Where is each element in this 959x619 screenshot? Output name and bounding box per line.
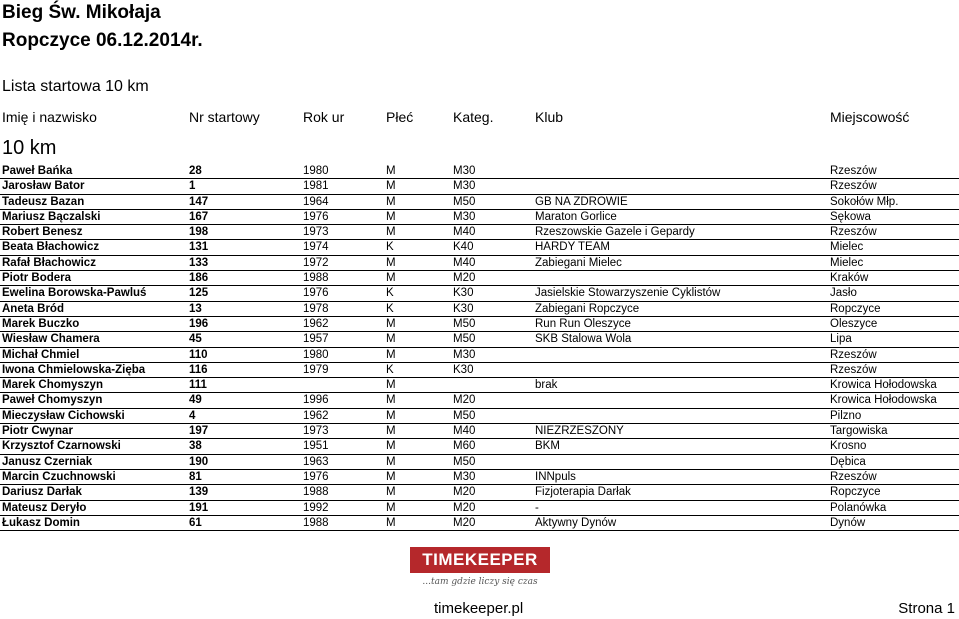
cell-bib: 186 xyxy=(189,272,209,285)
cell-name: Dariusz Darłak xyxy=(2,486,82,499)
cell-sex: M xyxy=(386,516,396,529)
cell-bib: 111 xyxy=(189,379,207,392)
cell-category: M50 xyxy=(453,409,476,422)
cell-city: Dynów xyxy=(830,516,866,529)
cell-year: 1973 xyxy=(303,226,329,239)
cell-category: K30 xyxy=(453,287,474,300)
cell-sex: M xyxy=(386,210,396,223)
cell-city: Rzeszów xyxy=(830,226,877,239)
table-row xyxy=(0,378,959,393)
cell-city: Rzeszów xyxy=(830,348,877,361)
table-row xyxy=(0,516,959,531)
cell-city: Mielec xyxy=(830,256,864,269)
cell-city: Oleszyce xyxy=(830,317,878,330)
header-sex: Płeć xyxy=(386,109,414,125)
cell-city: Polanówka xyxy=(830,501,887,514)
cell-name: Aneta Bród xyxy=(2,302,64,315)
cell-city: Rzeszów xyxy=(830,180,877,193)
table-row xyxy=(0,424,959,439)
cell-category: M40 xyxy=(453,226,476,239)
table-row xyxy=(0,393,959,408)
cell-bib: 38 xyxy=(189,440,202,453)
footer-link[interactable]: timekeeper.pl xyxy=(434,600,524,617)
cell-city: Krowica Hołodowska xyxy=(830,394,937,407)
cell-year: 1964 xyxy=(303,195,329,208)
cell-bib: 1 xyxy=(189,180,196,193)
cell-year: 1973 xyxy=(303,425,329,438)
cell-category: M40 xyxy=(453,425,476,438)
cell-sex: K xyxy=(386,302,394,315)
cell-category: K30 xyxy=(453,302,474,315)
cell-bib: 13 xyxy=(189,302,202,315)
cell-name: Łukasz Domin xyxy=(2,516,80,529)
cell-bib: 61 xyxy=(189,516,202,529)
cell-bib: 167 xyxy=(189,210,209,223)
cell-name: Krzysztof Czarnowski xyxy=(2,440,121,453)
cell-city: Jasło xyxy=(830,287,857,300)
cell-club: Rzeszowskie Gazele i Gepardy xyxy=(535,226,695,239)
table-row xyxy=(0,271,959,286)
cell-sex: K xyxy=(386,363,394,376)
logo-tagline: ...tam gdzie liczy się czas xyxy=(422,577,538,587)
cell-year: 1992 xyxy=(303,501,329,514)
header-year: Rok ur xyxy=(303,109,345,125)
cell-sex: M xyxy=(386,455,396,468)
cell-club: NIEZRZESZONY xyxy=(535,425,624,438)
document-title: Bieg Św. Mikołaja xyxy=(2,2,161,23)
cell-bib: 81 xyxy=(189,470,202,483)
cell-category: M50 xyxy=(453,455,476,468)
cell-city: Sękowa xyxy=(830,210,871,223)
page-number: Strona 1 xyxy=(898,600,955,617)
cell-category: M50 xyxy=(453,317,476,330)
cell-club: brak xyxy=(535,379,558,392)
cell-sex: M xyxy=(386,379,396,392)
table-row xyxy=(0,302,959,317)
cell-name: Iwona Chmielowska-Zięba xyxy=(2,363,146,376)
cell-name: Mieczysław Cichowski xyxy=(2,409,125,422)
cell-category: M30 xyxy=(453,470,476,483)
header-name: Imię i nazwisko xyxy=(2,109,97,125)
cell-bib: 28 xyxy=(189,165,202,177)
cell-bib: 139 xyxy=(189,486,209,499)
cell-year: 1974 xyxy=(303,241,329,254)
cell-club: Aktywny Dynów xyxy=(535,516,617,529)
cell-club: - xyxy=(535,501,539,514)
cell-bib: 147 xyxy=(189,195,209,208)
cell-name: Ewelina Borowska-Pawluś xyxy=(2,287,147,300)
cell-sex: M xyxy=(386,409,396,422)
document-subtitle-date: Ropczyce 06.12.2014r. xyxy=(2,30,203,51)
start-list-table xyxy=(0,164,959,531)
cell-year: 1957 xyxy=(303,333,329,346)
cell-category: M30 xyxy=(453,165,476,177)
cell-sex: M xyxy=(386,256,396,269)
cell-bib: 190 xyxy=(189,455,209,468)
cell-club: BKM xyxy=(535,440,560,453)
cell-name: Mariusz Bączalski xyxy=(2,210,101,223)
cell-city: Pilzno xyxy=(830,409,862,422)
cell-category: M20 xyxy=(453,394,476,407)
cell-sex: M xyxy=(386,272,396,285)
cell-club: Fizjoterapia Darłak xyxy=(535,486,631,499)
cell-sex: M xyxy=(386,317,396,330)
section-heading: 10 km xyxy=(2,137,57,159)
cell-city: Rzeszów xyxy=(830,165,877,177)
cell-bib: 116 xyxy=(189,363,208,376)
table-row xyxy=(0,363,959,378)
cell-category: M50 xyxy=(453,195,476,208)
cell-bib: 197 xyxy=(189,425,209,438)
cell-category: K30 xyxy=(453,363,474,376)
cell-sex: M xyxy=(386,486,396,499)
table-row xyxy=(0,286,959,301)
cell-year: 1980 xyxy=(303,348,329,361)
cell-sex: M xyxy=(386,333,396,346)
cell-category: K40 xyxy=(453,241,474,254)
cell-bib: 110 xyxy=(189,348,208,361)
cell-city: Rzeszów xyxy=(830,363,877,376)
cell-sex: M xyxy=(386,348,396,361)
header-bib: Nr startowy xyxy=(189,109,260,125)
timekeeper-logo xyxy=(410,547,550,595)
table-row xyxy=(0,409,959,424)
table-row xyxy=(0,485,959,500)
table-row xyxy=(0,210,959,225)
cell-club: INNpuls xyxy=(535,470,576,483)
cell-name: Mateusz Deryło xyxy=(2,501,87,514)
cell-city: Mielec xyxy=(830,241,864,254)
table-row xyxy=(0,179,959,194)
cell-club: Jasielskie Stowarzyszenie Cyklistów xyxy=(535,287,721,300)
header-club: Klub xyxy=(535,109,564,125)
table-row xyxy=(0,348,959,363)
cell-year: 1988 xyxy=(303,516,329,529)
table-row xyxy=(0,225,959,240)
cell-city: Krowica Hołodowska xyxy=(830,379,937,392)
cell-city: Dębica xyxy=(830,455,866,468)
cell-club: GB NA ZDROWIE xyxy=(535,195,628,208)
cell-city: Lipa xyxy=(830,333,852,346)
cell-name: Beata Błachowicz xyxy=(2,241,100,254)
cell-sex: M xyxy=(386,394,396,407)
cell-city: Kraków xyxy=(830,272,869,285)
cell-bib: 49 xyxy=(189,394,202,407)
cell-name: Rafał Błachowicz xyxy=(2,256,96,269)
cell-city: Krosno xyxy=(830,440,867,453)
cell-year: 1996 xyxy=(303,394,329,407)
table-row xyxy=(0,501,959,516)
cell-category: M30 xyxy=(453,180,476,193)
cell-name: Piotr Cwynar xyxy=(2,425,73,438)
cell-bib: 131 xyxy=(189,241,209,254)
cell-category: M50 xyxy=(453,333,476,346)
cell-name: Marek Buczko xyxy=(2,317,80,330)
cell-name: Marek Chomyszyn xyxy=(2,379,103,392)
cell-sex: M xyxy=(386,501,396,514)
cell-year: 1988 xyxy=(303,272,329,285)
cell-year: 1962 xyxy=(303,317,329,330)
cell-name: Marcin Czuchnowski xyxy=(2,470,116,483)
cell-bib: 4 xyxy=(189,409,196,422)
header-category: Kateg. xyxy=(453,109,494,125)
cell-name: Robert Benesz xyxy=(2,226,83,239)
cell-name: Piotr Bodera xyxy=(2,272,72,285)
cell-year: 1976 xyxy=(303,210,329,223)
cell-city: Rzeszów xyxy=(830,470,877,483)
cell-bib: 191 xyxy=(189,501,209,514)
header-city: Miejscowość xyxy=(830,109,910,125)
table-row xyxy=(0,470,959,485)
cell-category: M20 xyxy=(453,501,476,514)
cell-club: Zabiegani Ropczyce xyxy=(535,302,640,315)
table-row xyxy=(0,164,959,179)
cell-category: M30 xyxy=(453,348,476,361)
cell-sex: M xyxy=(386,440,396,453)
table-row xyxy=(0,256,959,271)
cell-city: Ropczyce xyxy=(830,486,881,499)
cell-city: Sokołów Młp. xyxy=(830,195,899,208)
cell-bib: 45 xyxy=(189,333,202,346)
cell-category: M30 xyxy=(453,210,476,223)
cell-city: Targowiska xyxy=(830,425,888,438)
cell-city: Ropczyce xyxy=(830,302,881,315)
cell-year: 1976 xyxy=(303,470,329,483)
table-row xyxy=(0,240,959,255)
cell-sex: M xyxy=(386,226,396,239)
table-row xyxy=(0,439,959,454)
cell-name: Jarosław Bator xyxy=(2,180,85,193)
cell-name: Paweł Bańka xyxy=(2,165,73,177)
cell-year: 1981 xyxy=(303,180,329,193)
table-header xyxy=(0,107,959,127)
cell-sex: M xyxy=(386,195,396,208)
cell-year: 1951 xyxy=(303,440,329,453)
cell-club: Maraton Gorlice xyxy=(535,210,617,223)
cell-sex: M xyxy=(386,180,396,193)
table-row xyxy=(0,332,959,347)
cell-year: 1963 xyxy=(303,455,329,468)
cell-sex: M xyxy=(386,165,396,177)
table-row xyxy=(0,195,959,210)
cell-year: 1976 xyxy=(303,287,329,300)
cell-name: Tadeusz Bazan xyxy=(2,195,85,208)
table-row xyxy=(0,317,959,332)
cell-year: 1988 xyxy=(303,486,329,499)
table-row xyxy=(0,455,959,470)
cell-category: M20 xyxy=(453,272,476,285)
logo-wordmark: TIMEKEEPER xyxy=(410,547,550,573)
cell-club: Run Run Oleszyce xyxy=(535,317,631,330)
cell-club: SKB Stalowa Wola xyxy=(535,333,632,346)
cell-category: M40 xyxy=(453,256,476,269)
cell-year: 1980 xyxy=(303,165,329,177)
cell-category: M20 xyxy=(453,516,476,529)
cell-bib: 198 xyxy=(189,226,209,239)
cell-bib: 133 xyxy=(189,256,209,269)
cell-name: Paweł Chomyszyn xyxy=(2,394,103,407)
cell-bib: 196 xyxy=(189,317,209,330)
cell-sex: M xyxy=(386,470,396,483)
cell-year: 1978 xyxy=(303,302,329,315)
cell-club: HARDY TEAM xyxy=(535,241,610,254)
cell-club: Zabiegani Mielec xyxy=(535,256,622,269)
cell-name: Janusz Czerniak xyxy=(2,455,93,468)
cell-category: M60 xyxy=(453,440,476,453)
cell-year: 1979 xyxy=(303,363,329,376)
cell-sex: K xyxy=(386,287,394,300)
cell-year: 1972 xyxy=(303,256,329,269)
cell-name: Wiesław Chamera xyxy=(2,333,100,346)
cell-year: 1962 xyxy=(303,409,329,422)
cell-category: M20 xyxy=(453,486,476,499)
cell-sex: K xyxy=(386,241,394,254)
cell-name: Michał Chmiel xyxy=(2,348,80,361)
list-title: Lista startowa 10 km xyxy=(2,78,149,95)
cell-bib: 125 xyxy=(189,287,209,300)
cell-sex: M xyxy=(386,425,396,438)
